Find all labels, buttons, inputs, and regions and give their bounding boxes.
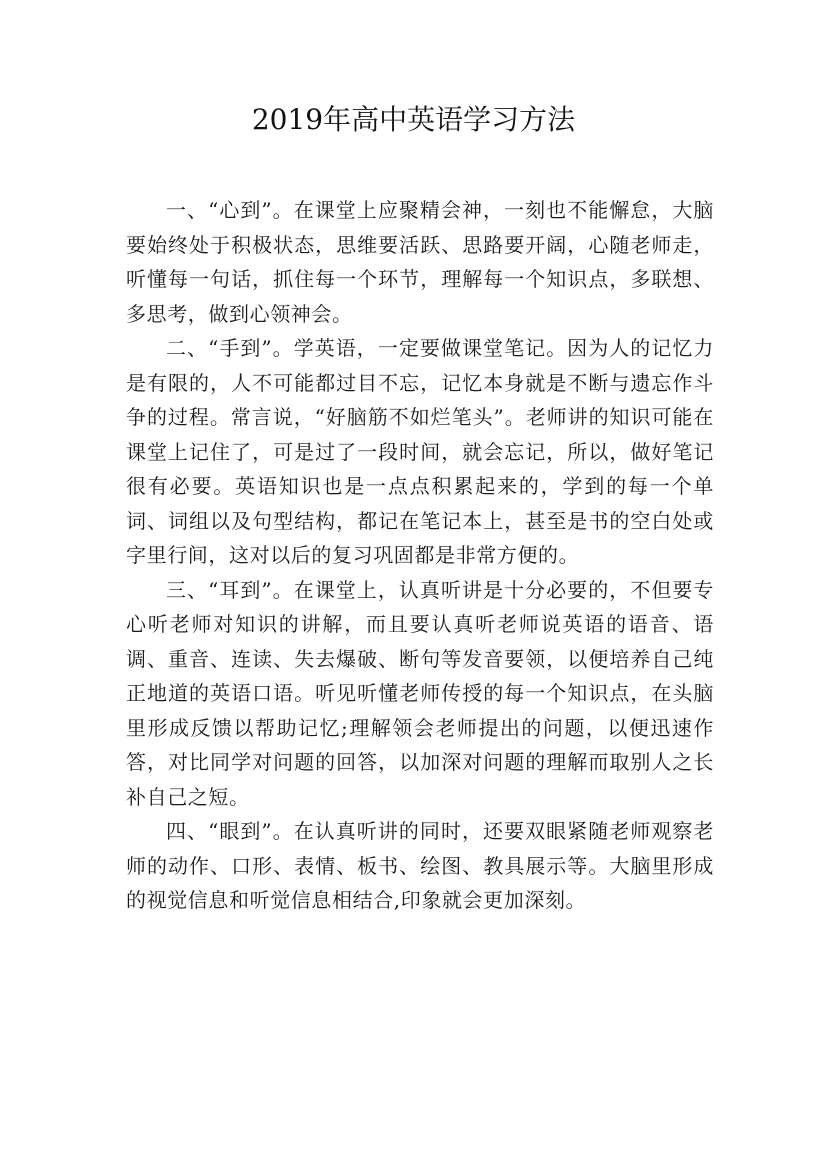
paragraph-shou-dao: 二、“手到”。学英语，一定要做课堂笔记。因为人的记忆力是有限的，人不可能都过目不忘，记忆本身就是不断与遗忘作斗争的过程。常言说，“好脑筋不如烂笔头”。老师讲的知识可能在课堂上记住了，可是过了一段时间，就会忘记，所以，做好笔记很有必要。英语知识也是一点点积累起来的，学到的每一个单词、词组以及句型结构，都记在笔记本上，甚至是书的空白处或字里行间，这对以后的复习巩固都是非常方便的。: [126, 336, 714, 567]
paragraph-yan-dao: 四、“眼到”。在认真听讲的同时，还要双眼紧随老师观察老师的动作、口形、表情、板书、绘图、教具展示等。大脑里形成的视觉信息和听觉信息相结合,印象就会更加深刻。: [126, 819, 714, 912]
document-title: 2019年高中英语学习方法: [251, 103, 576, 136]
document-body: [126, 193, 714, 918]
paragraph-er-dao: 三、“耳到”。在课堂上，认真听讲是十分必要的，不但要专心听老师对知识的讲解，而且要认真听老师说英语的语音、语调、重音、连读、失去爆破、断句等发音要领，以便培养自己纯正地道的英语口语。听见听懂老师传授的每一个知识点，在头脑里形成反馈以帮助记忆;理解领会老师提出的问题，以便迅速作答，对比同学对问题的回答，以加深对问题的理解而取别人之长补自己之短。: [126, 577, 714, 809]
paragraph-xin-dao: 一、“心到”。在课堂上应聚精会神，一刻也不能懈怠，大脑要始终处于积极状态，思维要活跃、思路要开阔，心随老师走，听懂每一句话，抓住每一个环节，理解每一个知识点，多联想、多思考，做到心领神会。: [126, 198, 714, 326]
